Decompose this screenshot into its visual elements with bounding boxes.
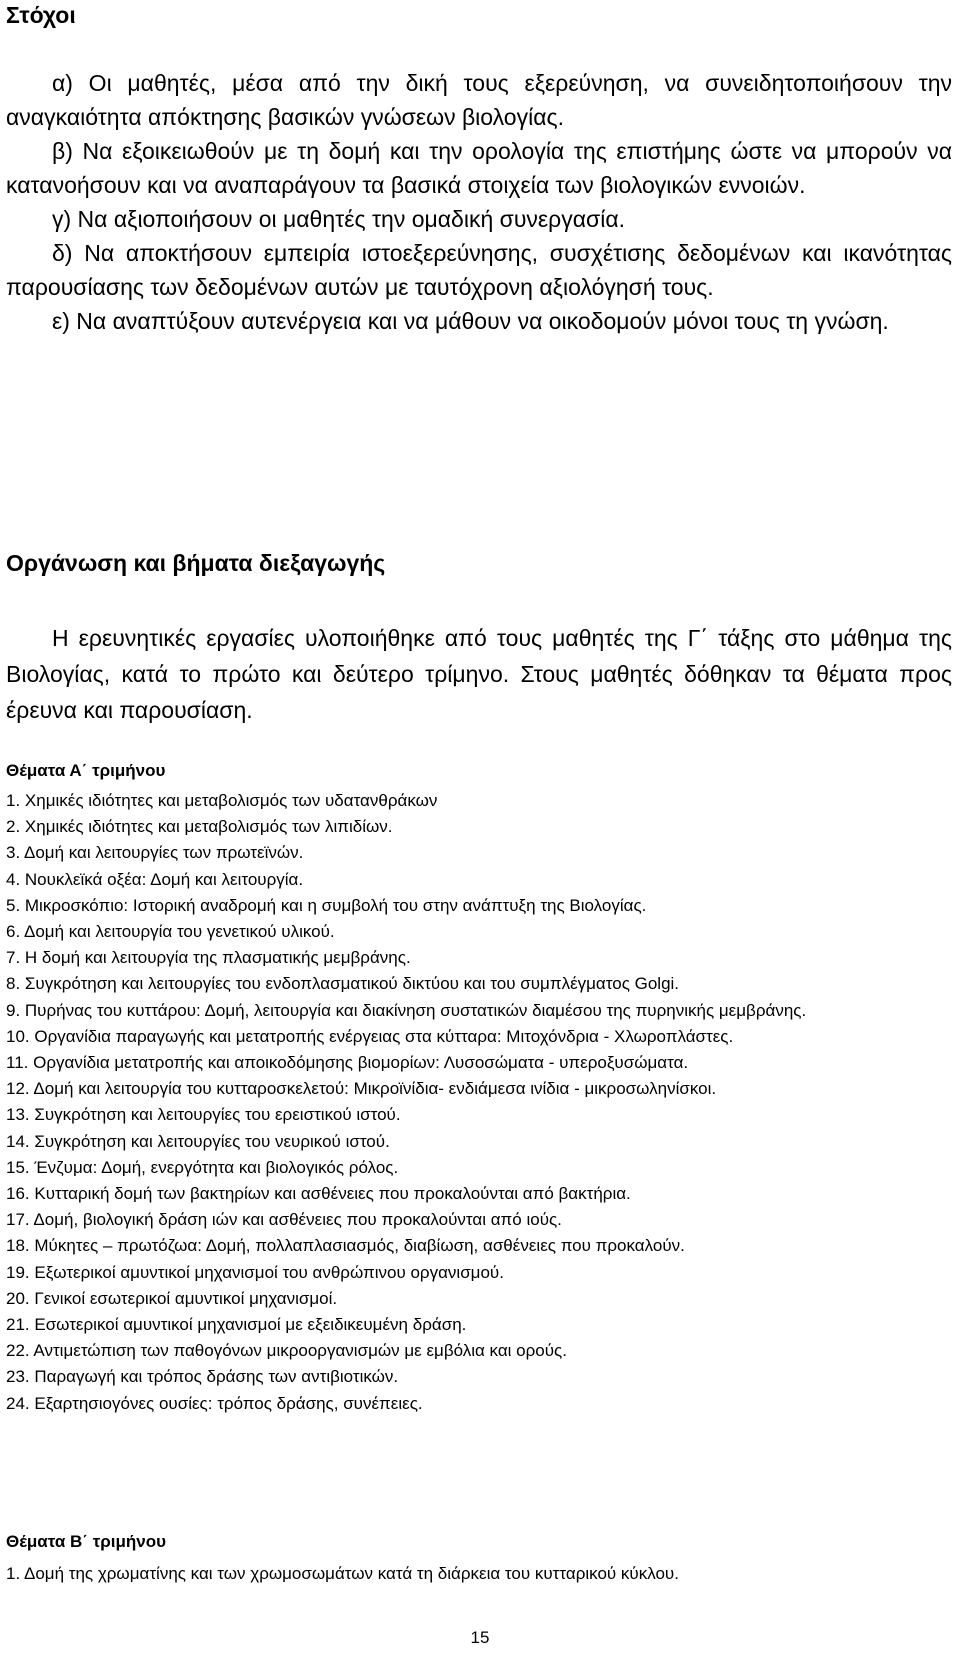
objective-c: γ) Να αξιοποιήσουν οι μαθητές την ομαδική συνεργασία. [52,206,626,232]
objective-b: β) Να εξοικειωθούν με τη δομή και την ορολογία της επιστήμης ώστε να μπορούν να κατανοήσουν και να αναπαράγουν τα βασικά στοιχεία των βιολογικών εννοιών. [6,138,952,198]
term-a-topic-list [6,788,936,1417]
topic-item: 5. Μικροσκόπιο: Ιστορική αναδρομή και η συμβολή του στην ανάπτυξη της Βιολογίας. [6,895,647,915]
objective-e: ε) Να αναπτύξουν αυτενέργεια και να μάθουν να οικοδομούν μόνοι τους τη γνώση. [52,308,889,334]
topic-item: 1. Δομή της χρωματίνης και των χρωμοσωμάτων κατά τη διάρκεια του κυτταρικού κύκλου. [6,1564,679,1583]
topic-item: 16. Κυτταρική δομή των βακτηρίων και ασθένειες που προκαλούνται από βακτήρια. [6,1184,631,1204]
organization-paragraph: Η ερευνητικές εργασίες υλοποιήθηκε από τους μαθητές της Γ΄ τάξης στο μάθημα της Βιολογίας, κατά το πρώτο και δεύτερο τρίμηνο. Στους μαθητές δόθηκαν τα θέματα προς έρευνα και παρουσίαση. [6,625,952,723]
objectives-list [6,66,952,338]
topic-item: 22. Αντιμετώπιση των παθογόνων μικροοργανισμών με εμβόλια και ορούς. [6,1341,567,1361]
topic-item: 23. Παραγωγή και τρόπος δράσης των αντιβιοτικών. [6,1367,399,1387]
page-number: 15 [470,1628,490,1647]
topic-item: 19. Εξωτερικοί αμυντικοί μηχανισμοί του ανθρώπινου οργανισμού. [6,1262,504,1282]
topic-item: 2. Χημικές ιδιότητες και μεταβολισμός των λιπιδίων. [6,817,393,837]
objective-a: α) Οι μαθητές, μέσα από την δική τους εξερεύνηση, να συνειδητοποιήσουν την αναγκαιότητα απόκτησης βασικών γνώσεων βιολογίας. [6,70,952,130]
topic-item: 18. Μύκητες – πρωτόζωα: Δομή, πολλαπλασιασμός, διαβίωση, ασθένειες που προκαλούν. [6,1236,685,1256]
term-b-topic-list [6,1561,936,1587]
topic-item: 11. Οργανίδια μετατροπής και αποικοδόμησης βιομορίων: Λυσοσώματα - υπεροξυσώματα. [6,1053,689,1073]
topic-item: 14. Συγκρότηση και λειτουργίες του νευρικού ιστού. [6,1131,390,1151]
topic-item: 7. Η δομή και λειτουργία της πλασματικής μεμβράνης. [6,948,411,968]
topic-item: 13. Συγκρότηση και λειτουργίες του ερειστικού ιστού. [6,1105,401,1125]
organization-heading: Οργάνωση και βήματα διεξαγωγής [6,550,386,576]
term-b-heading: Θέματα Β΄ τριμήνου [6,1532,167,1551]
topic-item: 8. Συγκρότηση και λειτουργίες του ενδοπλασματικού δικτύου και του συμπλέγματος Golgi. [6,974,680,994]
topic-item: 3. Δομή και λειτουργίες των πρωτεϊνών. [6,843,304,863]
topic-item: 4. Νουκλεϊκά οξέα: Δομή και λειτουργία. [6,869,304,889]
topic-item: 24. Εξαρτησιογόνες ουσίες: τρόπος δράσης, συνέπειες. [6,1393,423,1413]
topic-item: 9. Πυρήνας του κυττάρου: Δομή, λειτουργία και διακίνηση συστατικών διαμέσου της πυρηνικής μεμβράνης. [6,1000,807,1020]
term-a-heading: Θέματα Α΄ τριμήνου [6,761,166,780]
topic-item: 17. Δομή, βιολογική δράση ιών και ασθένειες που προκαλούνται από ιούς. [6,1210,562,1230]
objective-d: δ) Να αποκτήσουν εμπειρία ιστοεξερεύνησης, συσχέτισης δεδομένων και ικανότητας παρουσίασης των δεδομένων αυτών με ταυτόχρονη αξιολόγησή τους. [6,240,952,300]
topic-item: 21. Εσωτερικοί αμυντικοί μηχανισμοί με εξειδικευμένη δράση. [6,1315,467,1335]
topic-item: 20. Γενικοί εσωτερικοί αμυντικοί μηχανισμοί. [6,1288,338,1308]
topic-item: 6. Δομή και λειτουργία του γενετικού υλικού. [6,922,335,942]
topic-item: 1. Χημικές ιδιότητες και μεταβολισμός των υδατανθράκων [6,791,438,810]
topic-item: 10. Οργανίδια παραγωγής και μετατροπής ενέργειας στα κύτταρα: Μιτοχόνδρια - Χλωροπλάστες. [6,1026,734,1046]
topic-item: 15. Ένζυμα: Δομή, ενεργότητα και βιολογικός ρόλος. [6,1157,399,1177]
objectives-heading: Στόχοι [6,2,76,28]
topic-item: 12. Δομή και λειτουργία του κυτταροσκελετού: Μικροϊνίδια- ενδιάμεσα ινίδια - μικροσωληνίσκοι. [6,1079,717,1099]
